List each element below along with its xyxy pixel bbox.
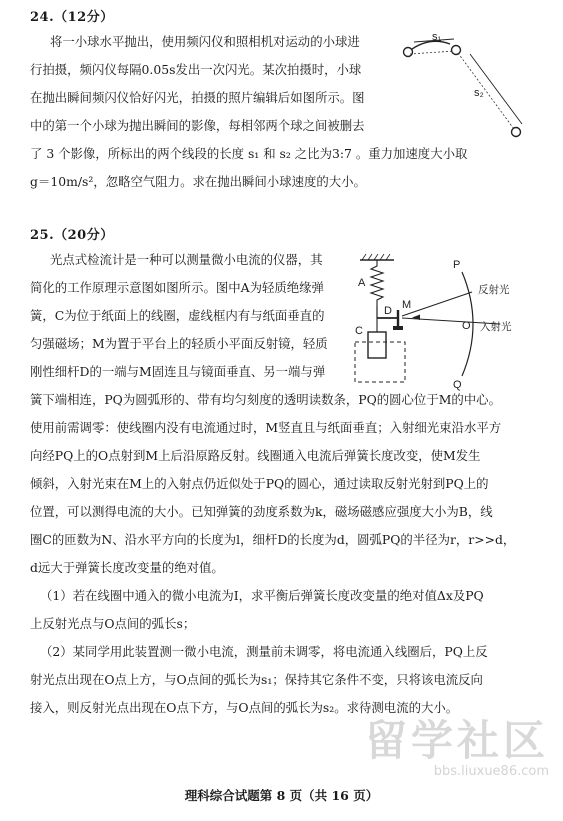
label-p: P: [453, 259, 461, 271]
q25-sub1-line: （1）若在线圈中通入的微小电流为I，求平衡后弹簧长度改变量的绝对值Δx及PQ: [40, 588, 484, 603]
q25-sub2-line: （2）某同学用此装置测一微小电流，测量前未调零，将电流通入线圈后，PQ上反: [40, 644, 488, 659]
label-c: C: [355, 325, 363, 337]
q25-sub2-line: 接入，则反射光点出现在O点下方，与O点间的弧长为s₂。求待测电流的大小。: [30, 700, 459, 715]
q24-line: 行拍摄，频闪仪每隔0.05s发出一次闪光。某次拍摄时，小球: [30, 62, 362, 77]
coil-c-icon: [368, 332, 386, 358]
q24-line: 中的第一个小球为抛出瞬间的影像，每相邻两个球之间被删去: [30, 118, 365, 133]
q25-line: 向经PQ上的O点射到M上后沿原路反射。线圈通入电流后弹簧长度改变，使M发生: [30, 448, 481, 463]
watermark: [365, 718, 549, 779]
ball-1-icon: [404, 48, 413, 57]
page-footer: 理科综合试题第 8 页（共 16 页）: [184, 788, 379, 803]
label-reflected: 反射光: [478, 284, 510, 296]
q25-sub1-line: 上反射光点与O点间的弧长s；: [30, 616, 196, 631]
q24-line: 了 3 个影像，所标出的两个线段的长度 s₁ 和 s₂ 之比为3:7 。重力加速度大小取: [30, 146, 468, 161]
q25-line: 简化的工作原理示意图如图所示。图中A为轻质绝缘弹: [30, 280, 324, 295]
q25-line: 刚性细杆D的一端与M固连且与镜面垂直、另一端与弹: [30, 364, 326, 379]
q25-line: d远大于弹簧长度改变量的绝对值。: [30, 560, 224, 575]
label-o: O: [462, 320, 471, 332]
label-s1: s₁: [432, 31, 442, 43]
q25-line: 倾斜，入射光束在M上的入射点仍近似处于PQ的圆心，通过读取反射光射到PQ上的: [30, 476, 489, 491]
ball-3-icon: [512, 128, 521, 137]
q25-line: 簧下端相连，PQ为圆弧形的、带有均匀刻度的透明读数条，PQ的圆心位于M的中心。: [30, 392, 501, 407]
q25-line: 位置，可以测得电流的大小。已知弹簧的劲度系数为k，磁场磁感应强度大小为B，线: [30, 504, 493, 519]
q24-line: g＝10m/s²，忽略空气阻力。求在抛出瞬间小球速度的大小。: [30, 174, 366, 189]
q25-line: 使用前需调零：使线圈内没有电流通过时，M竖直且与纸面垂直；入射细光束沿水平方: [30, 420, 502, 435]
q25-line: 圈C的匝数为N、沿水平方向的长度为l，细杆D的长度为d，圆弧PQ的半径为r，r>>d，: [30, 532, 516, 547]
q25-header: 25.（20分）: [30, 228, 114, 243]
label-d: D: [384, 305, 392, 317]
q25-galvanometer-figure: [350, 250, 530, 400]
label-m: M: [402, 299, 412, 311]
q24-projectile-figure: [398, 30, 538, 150]
q25-line: 匀强磁场；M为置于平台上的轻质小平面反射镜，轻质: [30, 336, 328, 351]
watermark-url: bbs.liuxue86.com: [433, 764, 549, 779]
spring-a-icon: [371, 260, 383, 306]
ball-2-icon: [452, 46, 461, 55]
q24-header: 24.（12分）: [30, 10, 114, 25]
q25-sub2-line: 射光点出现在O点上方，与O点间的弧长为s₁；保持其它条件不变，只将该电流反向: [30, 672, 483, 687]
label-incident: 入射光: [480, 321, 512, 333]
label-q: Q: [453, 379, 462, 391]
watermark-logo: 留学社区: [364, 716, 549, 765]
q25-line: 簧，C为位于纸面上的线圈，虚线框内有与纸面垂直的: [30, 308, 325, 323]
q24-line: 在抛出瞬间频闪仪恰好闪光，拍摄的照片编辑后如图所示。图: [30, 90, 365, 105]
q24-line: 将一小球水平抛出，使用频闪仪和照相机对运动的小球进: [50, 34, 360, 49]
q25-line: 光点式检流计是一种可以测量微小电流的仪器，其: [50, 252, 323, 267]
label-s2: s₂: [474, 87, 484, 99]
label-a: A: [358, 277, 366, 289]
